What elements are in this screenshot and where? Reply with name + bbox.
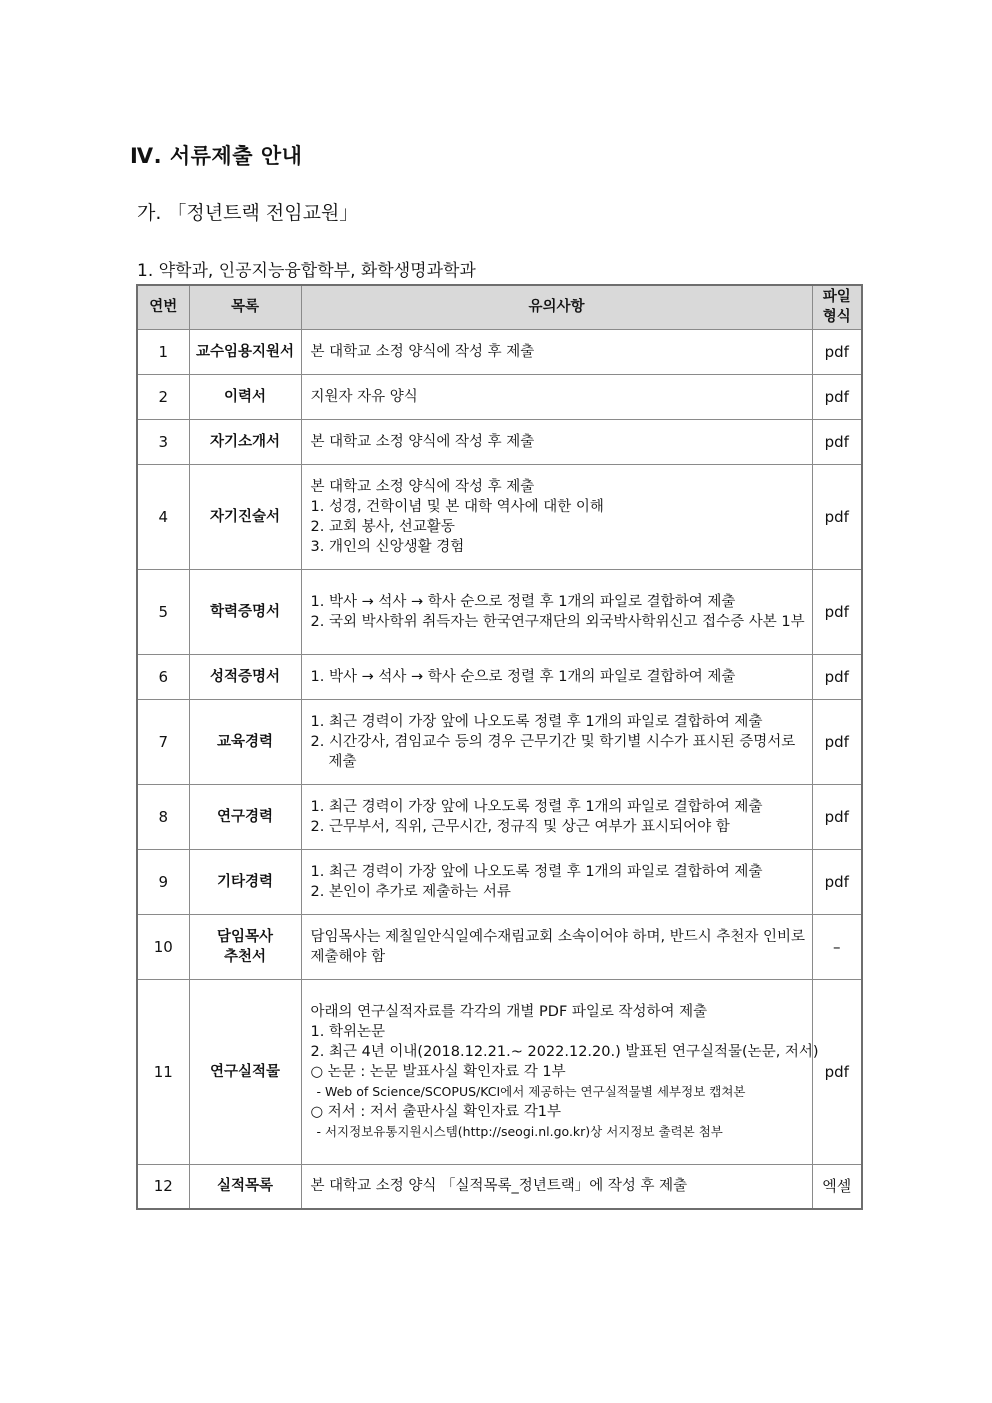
file-format: pdf — [812, 784, 862, 849]
requirement-note-line: 1. 박사 → 석사 → 학사 순으로 정렬 후 1개의 파일로 결합하여 제출 — [310, 593, 736, 610]
requirement-note-line: ○ 논문 : 논문 발표사실 확인자료 각 1부 — [310, 1063, 566, 1080]
table-row — [137, 849, 862, 914]
file-format: pdf — [812, 979, 862, 1164]
requirement-note-line: 2. 최근 4년 이내(2018.12.21.~ 2022.12.20.) 발표된 연구실적물(논문, 저서) — [310, 1043, 819, 1060]
document-title — [189, 329, 301, 374]
requirement-notes — [301, 464, 812, 569]
document-title — [189, 654, 301, 699]
row-number: 7 — [137, 699, 189, 784]
document-title — [189, 784, 301, 849]
document-title — [189, 849, 301, 914]
requirement-note-line: 1. 학위논문 — [310, 1023, 385, 1040]
category-title: 1. 약학과, 인공지능융합학부, 화학생명과학과 — [137, 261, 476, 281]
requirement-note-line: 2. 교회 봉사, 선교활동 — [310, 518, 455, 535]
document-title-line: 기타경력 — [216, 873, 274, 890]
file-format: pdf — [812, 569, 862, 654]
requirement-note-line: 본 대학교 소정 양식에 작성 후 제출 — [310, 343, 535, 360]
file-format: pdf — [812, 374, 862, 419]
table-row — [137, 654, 862, 699]
requirement-note-line: 2. 본인이 추가로 제출하는 서류 — [310, 883, 511, 900]
file-format: pdf — [812, 699, 862, 784]
row-number: 1 — [137, 329, 189, 374]
document-title-line: 자기진술서 — [209, 508, 281, 525]
file-format: 엑셀 — [812, 1164, 862, 1209]
document-title-line: 연구경력 — [216, 808, 274, 825]
table-row — [137, 374, 862, 419]
table-row — [137, 699, 862, 784]
document-title — [189, 1164, 301, 1209]
document-title — [189, 914, 301, 979]
document-title — [189, 699, 301, 784]
requirement-note-line: 3. 개인의 신앙생활 경험 — [310, 538, 465, 555]
requirement-note-line: 지원자 자유 양식 — [310, 388, 418, 405]
header-format — [812, 285, 862, 329]
requirement-note-line: ○ 저서 : 저서 출판사실 확인자료 각1부 — [310, 1103, 562, 1120]
header-note: 유의사항 — [301, 285, 812, 329]
row-number: 3 — [137, 419, 189, 464]
header-format-line: 형식 — [822, 309, 851, 326]
requirement-notes — [301, 329, 812, 374]
document-title-line: 성적증명서 — [209, 668, 281, 685]
document-title-line: 연구실적물 — [209, 1063, 281, 1080]
table-row — [137, 784, 862, 849]
requirement-note-line: 1. 최근 경력이 가장 앞에 나오도록 정렬 후 1개의 파일로 결합하여 제출 — [310, 863, 763, 880]
document-title-line: 교육경력 — [216, 733, 274, 750]
table-header-row — [137, 285, 862, 329]
file-format: pdf — [812, 654, 862, 699]
header-no: 연번 — [137, 285, 189, 329]
section-title: Ⅳ. 서류제출 안내 — [130, 144, 303, 168]
document-title — [189, 979, 301, 1164]
table-row — [137, 1164, 862, 1209]
table-row — [137, 569, 862, 654]
document-title — [189, 374, 301, 419]
requirement-notes — [301, 784, 812, 849]
requirement-note-line: 1. 박사 → 석사 → 학사 순으로 정렬 후 1개의 파일로 결합하여 제출 — [310, 668, 736, 685]
requirement-note-line: 1. 성경, 건학이념 및 본 대학 역사에 대한 이해 — [310, 498, 604, 515]
row-number: 8 — [137, 784, 189, 849]
requirement-notes — [301, 914, 812, 979]
requirement-note-line: 본 대학교 소정 양식 「실적목록_정년트랙」에 작성 후 제출 — [310, 1178, 688, 1195]
requirement-note-line: - Web of Science/SCOPUS/KCI에서 제공하는 연구실적물별 세부정보 캡쳐본 — [316, 1083, 746, 1099]
requirement-notes — [301, 849, 812, 914]
table-row — [137, 979, 862, 1164]
file-format: pdf — [812, 464, 862, 569]
document-title — [189, 569, 301, 654]
document-title-line: 학력증명서 — [209, 603, 281, 620]
row-number: 10 — [137, 914, 189, 979]
document-title-line: 자기소개서 — [209, 433, 281, 450]
file-format: pdf — [812, 419, 862, 464]
table-row — [137, 914, 862, 979]
document-title-line: 이력서 — [223, 388, 267, 405]
requirement-notes — [301, 419, 812, 464]
requirement-notes — [301, 569, 812, 654]
requirement-notes — [301, 699, 812, 784]
row-number: 12 — [137, 1164, 189, 1209]
requirement-note-line: 2. 국외 박사학위 취득자는 한국연구재단의 외국박사학위신고 접수증 사본 1부 — [310, 613, 805, 630]
row-number: 4 — [137, 464, 189, 569]
table-row — [137, 329, 862, 374]
requirement-notes — [301, 1164, 812, 1209]
requirement-note-line: 본 대학교 소정 양식에 작성 후 제출 — [310, 478, 535, 495]
document-title-line: 담임목사 — [216, 928, 274, 945]
subsection-title: 가. 「정년트랙 전임교원」 — [137, 202, 359, 224]
requirement-note-line: 2. 시간강사, 겸임교수 등의 경우 근무기간 및 학기별 시수가 표시된 증명서로 제출 — [310, 733, 796, 770]
requirement-notes — [301, 979, 819, 1164]
header-format-line: 파일 — [822, 289, 851, 306]
requirement-note-line: 1. 최근 경력이 가장 앞에 나오도록 정렬 후 1개의 파일로 결합하여 제출 — [310, 713, 763, 730]
document-title-line: 추천서 — [223, 948, 267, 965]
requirement-notes — [301, 374, 812, 419]
table-row — [137, 464, 862, 569]
table-row — [137, 419, 862, 464]
requirement-note-line: - 서지정보유통지원시스템(http://seogi.nl.go.kr)상 서지정보 출력본 첨부 — [316, 1123, 723, 1139]
file-format: pdf — [812, 329, 862, 374]
row-number: 6 — [137, 654, 189, 699]
document-title-line: 실적목록 — [216, 1178, 274, 1195]
requirement-note-line: 아래의 연구실적자료를 각각의 개별 PDF 파일로 작성하여 제출 — [310, 1003, 708, 1020]
document-title — [189, 464, 301, 569]
row-number: 11 — [137, 979, 189, 1164]
row-number: 2 — [137, 374, 189, 419]
requirement-notes — [301, 654, 812, 699]
requirement-note-line: 2. 근무부서, 직위, 근무시간, 정규직 및 상근 여부가 표시되어야 함 — [310, 818, 730, 835]
requirement-note-line: 담임목사는 제칠일안식일예수재림교회 소속이어야 하며, 반드시 추천자 인비로 — [310, 928, 805, 945]
row-number: 5 — [137, 569, 189, 654]
document-submission-table — [136, 284, 863, 1210]
requirement-note-line: 1. 최근 경력이 가장 앞에 나오도록 정렬 후 1개의 파일로 결합하여 제출 — [310, 798, 763, 815]
file-format: – — [812, 914, 862, 979]
file-format: pdf — [812, 849, 862, 914]
requirement-note-line: 제출해야 함 — [310, 948, 386, 965]
requirement-note-line: 본 대학교 소정 양식에 작성 후 제출 — [310, 433, 535, 450]
document-title-line: 교수임용지원서 — [195, 343, 295, 360]
header-title: 목록 — [189, 285, 301, 329]
row-number: 9 — [137, 849, 189, 914]
document-title — [189, 419, 301, 464]
